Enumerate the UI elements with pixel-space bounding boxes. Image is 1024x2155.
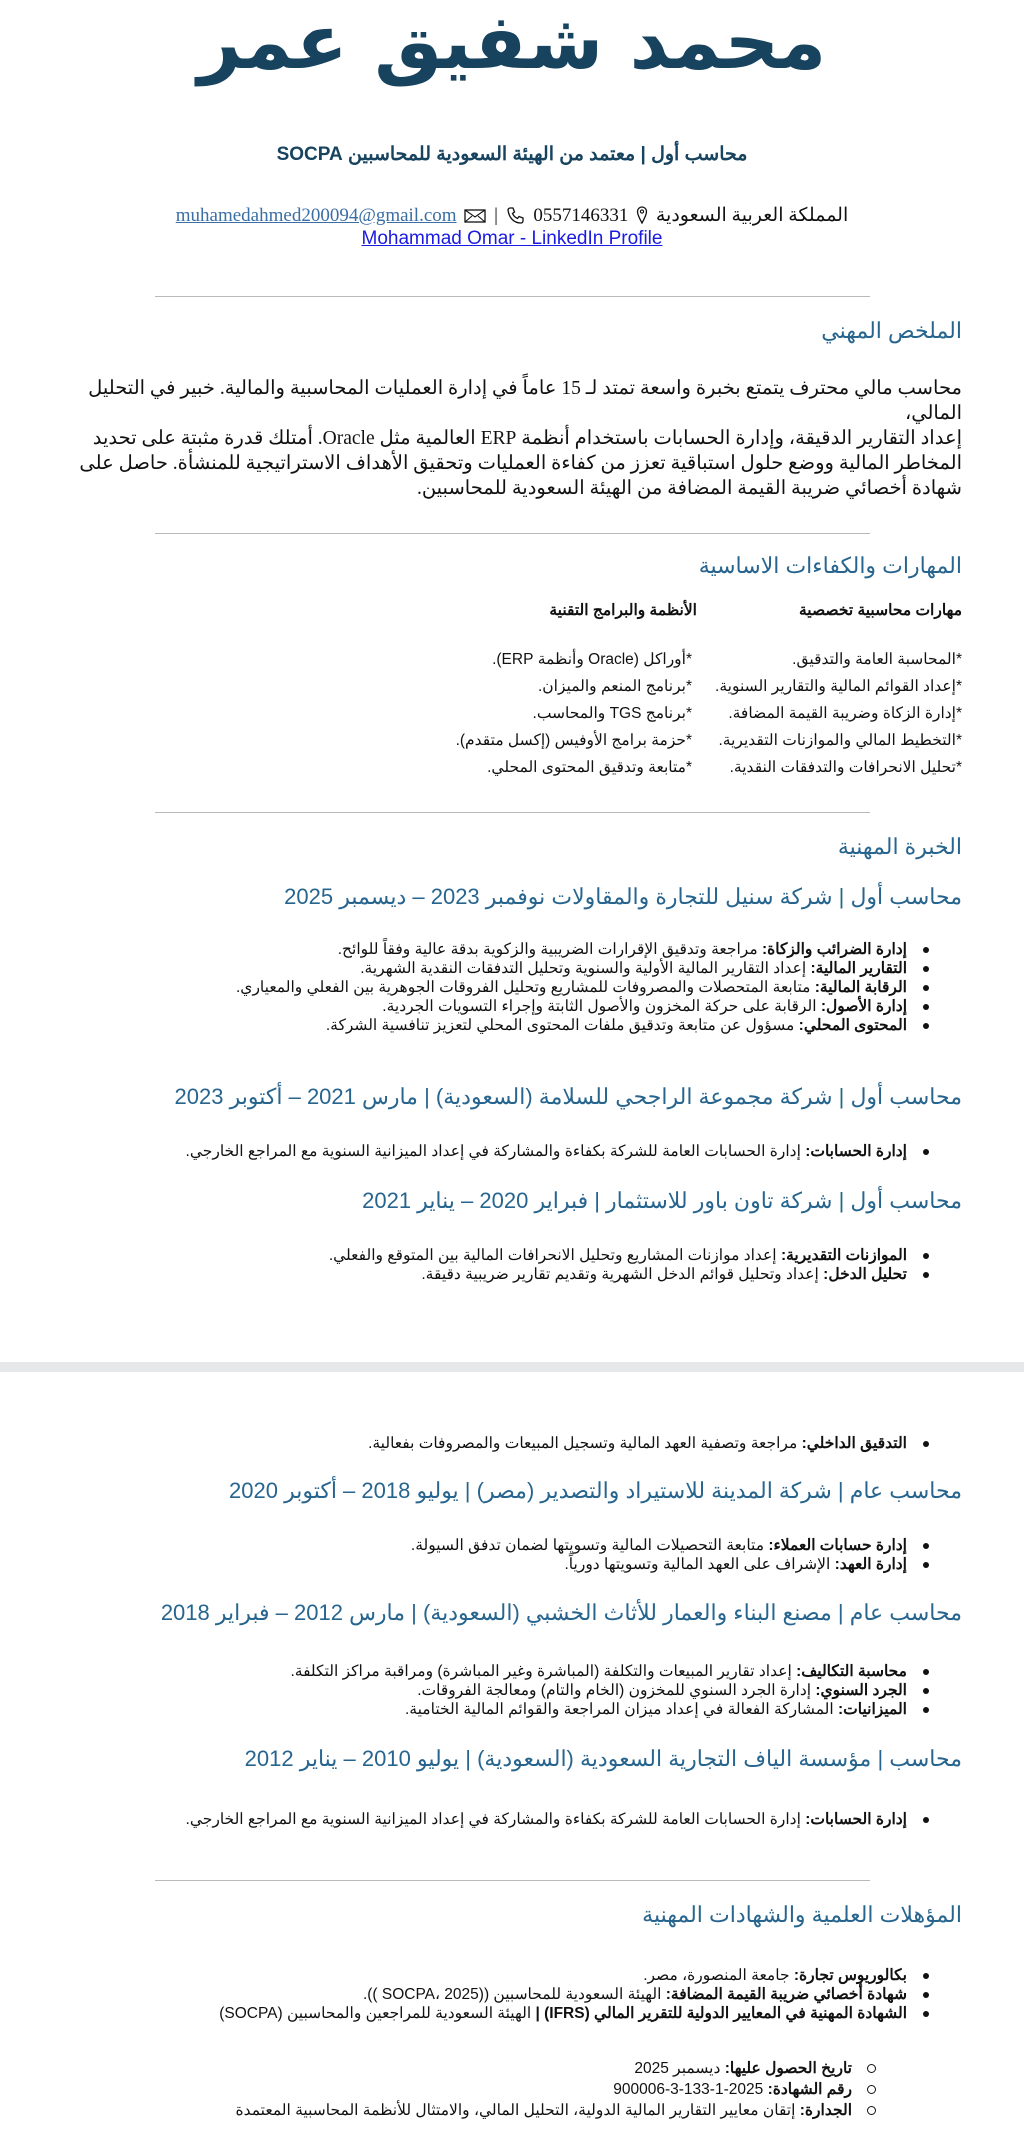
divider: [155, 533, 870, 534]
list-item: الجرد السنوي: إدارة الجرد السنوي للمخزون (الخام والتام) ومعالجة الفروقات.: [290, 1681, 907, 1700]
summary-text: [62, 376, 962, 501]
linkedin-link[interactable]: Mohammad Omar - LinkedIn Profile: [361, 228, 663, 249]
skill-item: *إدارة الزكاة وضريبة القيمة المضافة.: [728, 705, 962, 722]
list-item: تاريخ الحصول عليها: ديسمبر 2025: [235, 2058, 852, 2079]
experience-section: [838, 834, 962, 860]
education-list: [219, 1966, 962, 2023]
list-item: رقم الشهادة: 2025-1-133-3-900006: [235, 2079, 852, 2100]
list-item: بكالوريوس تجارة: جامعة المنصورة، مصر.: [219, 1966, 907, 1985]
list-item: إدارة الحسابات: إدارة الحسابات العامة للشركة بكفاءة والمشاركة في إعداد الميزانية السنوية مع المراجع الخارجي.: [185, 1143, 907, 1160]
list-item: محاسبة التكاليف: إعداد تقارير المبيعات والتكلفة (المباشرة وغير المباشرة) ومراقبة مراكز التكلفة.: [290, 1663, 907, 1680]
resume-page-2: [0, 1372, 1024, 2155]
divider: [155, 812, 870, 813]
job-title: محاسب عام | شركة المدينة للاستيراد والتصدير (مصر) | يوليو 2018 – أكتوبر 2020: [229, 1478, 962, 1503]
system-item: *متابعة وتدقيق المحتوى المحلي.: [487, 759, 692, 776]
list-item: إدارة حسابات العملاء: متابعة التحصيلات المالية وتسويتها لضمان تدفق السيولة.: [410, 1537, 907, 1554]
job-title: محاسب عام | مصنع البناء والعمار للأثاث الخشبي (السعودية) | مارس 2012 – فبراير 2018: [160, 1600, 962, 1625]
job-duties-list: [186, 1142, 962, 1161]
system-item: *حزمة برامج الأوفيس (إكسل متقدم).: [455, 732, 692, 749]
skill-item: *التخطيط المالي والموازنات التقديرية.: [718, 732, 962, 749]
divider: [155, 1880, 870, 1881]
skill-item: *إعداد القوائم المالية والتقارير السنوية.: [715, 678, 962, 695]
education-section: [642, 1902, 962, 1928]
list-item: شهادة أخصائي ضريبة القيمة المضافة: الهيئة السعودية للمحاسبين ((SOCPA، 2025 )).: [219, 1985, 907, 2004]
list-item: إدارة الحسابات: إدارة الحسابات العامة للشركة بكفاءة والمشاركة في إعداد الميزانية السنوية مع المراجع الخارجي.: [185, 1811, 907, 1828]
skills-col1-list: [715, 646, 962, 781]
summary-line: شهادة أخصائي ضريبة القيمة المضافة من الهيئة السعودية للمحاسبين.: [416, 478, 962, 499]
list-item: المحتوى المحلي: مسؤول عن متابعة وتدقيق ملفات المحتوى المحلي لتعزيز تنافسية الشركة.: [236, 1016, 907, 1035]
job-duties-list: [236, 940, 962, 1035]
list-item: التدقيق الداخلي: مراجعة وتصفية العهد المالية وتسجيل المبيعات والمصروفات بفعالية.: [368, 1435, 907, 1452]
job-title: محاسب أول | شركة تاون باور للاستثمار | فبراير 2020 – يناير 2021: [362, 1188, 962, 1213]
list-item: إدارة العهد: الإشراف على العهد المالية وتسويتها دورياً.: [411, 1555, 907, 1574]
experience-title: الخبرة المهنية: [837, 834, 962, 859]
location-pin-icon: [636, 206, 648, 230]
envelope-icon: [464, 208, 486, 230]
phone-icon: [506, 206, 526, 230]
summary-section: [62, 318, 962, 344]
job-title: محاسب أول | شركة سنيل للتجارة والمقاولات نوفمبر 2023 – ديسمبر 2025: [284, 884, 962, 909]
candidate-name: محمد شفيق عمر: [197, 0, 827, 86]
job-duties-list: [290, 1662, 962, 1719]
system-item: *برنامج TGS والمحاسب.: [532, 705, 692, 722]
email-link[interactable]: muhamedahmed200094@gmail.com: [175, 205, 457, 226]
location-text: المملكة العربية السعودية: [655, 205, 849, 226]
contact-separator: |: [494, 205, 498, 226]
list-item: الميزانيات: المشاركة الفعالة في إعداد ميزان المراجعة والقوائم المالية الختامية.: [290, 1700, 907, 1719]
skills-col2-list: [456, 646, 692, 781]
summary-line: إعداد التقارير الدقيقة، وإدارة الحسابات باستخدام أنظمة ERP العالمية مثل Oracle. أمتلك قدرة مثبتة على تحديد: [92, 428, 962, 449]
list-item: إدارة الضرائب والزكاة: مراجعة وتدقيق الإقرارات الضريبية والزكوية بدقة عالية وفقاً للوائح.: [236, 940, 907, 959]
list-item: تحليل الدخل: إعداد وتحليل قوائم الدخل الشهرية وتقديم تقارير ضريبية دقيقة.: [329, 1265, 907, 1284]
phone-text: 0557146331: [533, 205, 629, 226]
skills-col2-header: الأنظمة والبرامج التقنية: [549, 602, 697, 619]
skills-title: المهارات والكفاءات الاساسية: [698, 553, 962, 578]
list-item: الجدارة: إتقان معايير التقارير المالية الدولية، التحليل المالي، والامتثال للأنظمة المحاسبية المعتمدة: [235, 2102, 852, 2119]
skill-item: *المحاسبة العامة والتدقيق.: [792, 651, 962, 668]
job-title: محاسب أول | شركة مجموعة الراجحي للسلامة (السعودية) | مارس 2021 – أكتوبر 2023: [174, 1084, 962, 1109]
summary-title: الملخص المهني: [821, 318, 962, 343]
skills-col1-header: مهارات محاسبية تخصصية: [798, 602, 962, 619]
job-duties-list: [329, 1246, 962, 1284]
job-duties-list: [368, 1434, 962, 1453]
list-item: إدارة الأصول: الرقابة على حركة المخزون والأصول الثابتة وإجراء التسويات الجردية.: [236, 997, 907, 1016]
job-duties-list: [186, 1810, 962, 1829]
job-duties-list: [411, 1536, 962, 1574]
summary-line: محاسب مالي محترف يتمتع بخبرة واسعة تمتد لـ 15 عاماً في إدارة العمليات المحاسبية والمالية. خبير في التحليل المالي،: [88, 378, 962, 424]
job-title: محاسب | مؤسسة الياف التجارية السعودية (السعودية) | يوليو 2010 – يناير 2012: [244, 1746, 962, 1771]
list-item: الموازنات التقديرية: إعداد موازنات المشاريع وتحليل الانحرافات المالية بين المتوقع والفعلي.: [328, 1247, 907, 1264]
summary-line: المخاطر المالية ووضع حلول استباقية تعزز من كفاءة العمليات وتحقيق الأهداف الاستراتيجية للمنشأة. حاصل على: [79, 453, 962, 474]
education-title: المؤهلات العلمية والشهادات المهنية: [642, 1902, 962, 1927]
certificate-details: [235, 2058, 962, 2121]
job-subtitle: محاسب أول | معتمد من الهيئة السعودية للمحاسبين SOCPA: [276, 144, 748, 165]
divider: [155, 296, 870, 297]
list-item: الشهادة المهنية في المعايير الدولية للتقرير المالي (IFRS) | الهيئة السعودية للمراجعين والمحاسبين (SOCPA): [219, 2005, 907, 2022]
system-item: *برنامج المنعم والميزان.: [537, 678, 692, 695]
page-break: [0, 1362, 1024, 1372]
list-item: الرقابة المالية: متابعة المتحصلات والمصروفات للمشاريع وتحليل الفروقات الجوهرية بين الفعلي والمعياري.: [236, 979, 907, 996]
system-item: *أوراكل (Oracle وأنظمة ERP).: [492, 651, 692, 668]
skill-item: *تحليل الانحرافات والتدفقات النقدية.: [729, 759, 962, 776]
contact-line: [0, 204, 1024, 230]
skills-section: [102, 553, 962, 579]
list-item: التقارير المالية: إعداد التقارير المالية الأولية والسنوية وتحليل التدفقات النقدية الشهرية.: [236, 959, 907, 978]
